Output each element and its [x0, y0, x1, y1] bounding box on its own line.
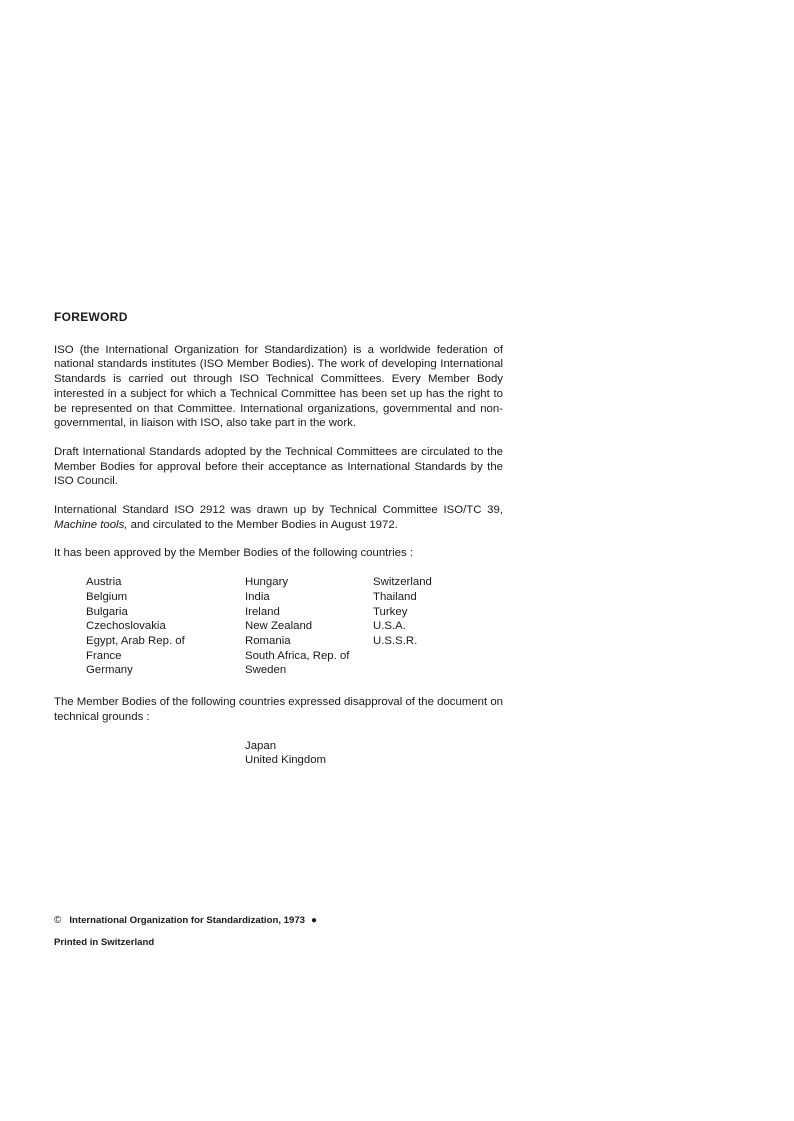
- country-item: Austria: [86, 576, 122, 589]
- country-item: United Kingdom: [245, 754, 327, 767]
- country-item: Sweden: [245, 664, 287, 677]
- country-item: Belgium: [86, 590, 128, 603]
- bullet-icon: ●: [311, 915, 318, 926]
- copyright-icon: ©: [54, 915, 62, 926]
- country-item: Hungary: [245, 576, 289, 589]
- country-item: India: [245, 590, 270, 603]
- paragraph-draft-standards: Draft International Standards adopted by the Technical Committees are circulated to the Member Bodies for approval before their acceptance as International Standards by the ISO Council.: [54, 445, 503, 488]
- countries-column-2: [245, 575, 349, 678]
- foreword-title: FOREWORD: [54, 310, 128, 324]
- committee-title-italic: Machine tools,: [54, 518, 128, 531]
- country-item: Turkey: [373, 605, 408, 618]
- standard-origin-text: International Standard ISO 2912 was drawn up by Technical Committee ISO/TC 39,: [54, 504, 503, 517]
- country-item: New Zealand: [245, 620, 313, 633]
- copyright-line: [54, 915, 317, 926]
- countries-column-1: [86, 575, 185, 678]
- paragraph-iso-description: ISO (the International Organization for Standardization) is a worldwide federation of national standards institutes (ISO Member Bodies). The work of developing International Standards is carried out through ISO Technical Committees. Every Member Body interested in a subject for which a Technical Committee has been set up has the right to be represented on that Committee. International organizations, governmental and non-governmental, in liaison with ISO, also take part in the work.: [54, 343, 503, 430]
- country-item: South Africa, Rep. of: [245, 649, 350, 662]
- countries-column-3: [373, 575, 432, 648]
- country-item: Czechoslovakia: [86, 620, 166, 633]
- copyright-text: International Organization for Standardization, 1973: [69, 915, 305, 926]
- country-item: Romania: [245, 634, 291, 647]
- copyright-footer: [54, 915, 317, 948]
- country-item: Germany: [86, 664, 133, 677]
- paragraph-disapproval-intro: The Member Bodies of the following countries expressed disapproval of the document on technical grounds :: [54, 696, 503, 723]
- country-item: U.S.A.: [373, 620, 406, 633]
- country-item: Switzerland: [373, 576, 432, 589]
- printed-in-line: Printed in Switzerland: [54, 937, 155, 948]
- country-item: Bulgaria: [86, 605, 128, 618]
- country-item: Egypt, Arab Rep. of: [86, 634, 185, 647]
- foreword-section: [54, 310, 503, 768]
- paragraph-approval-intro: It has been approved by the Member Bodies of the following countries :: [54, 547, 414, 560]
- approving-countries-list: [54, 575, 503, 679]
- paragraph-standard-origin: [54, 503, 503, 532]
- country-item: Thailand: [373, 590, 417, 603]
- standard-origin-text-end: and circulated to the Member Bodies in August 1972.: [127, 518, 398, 531]
- country-item: Ireland: [245, 605, 280, 618]
- disapproving-countries-list: [245, 739, 503, 768]
- country-item: Japan: [245, 739, 277, 752]
- country-item: U.S.S.R.: [373, 634, 418, 647]
- country-item: France: [86, 649, 122, 662]
